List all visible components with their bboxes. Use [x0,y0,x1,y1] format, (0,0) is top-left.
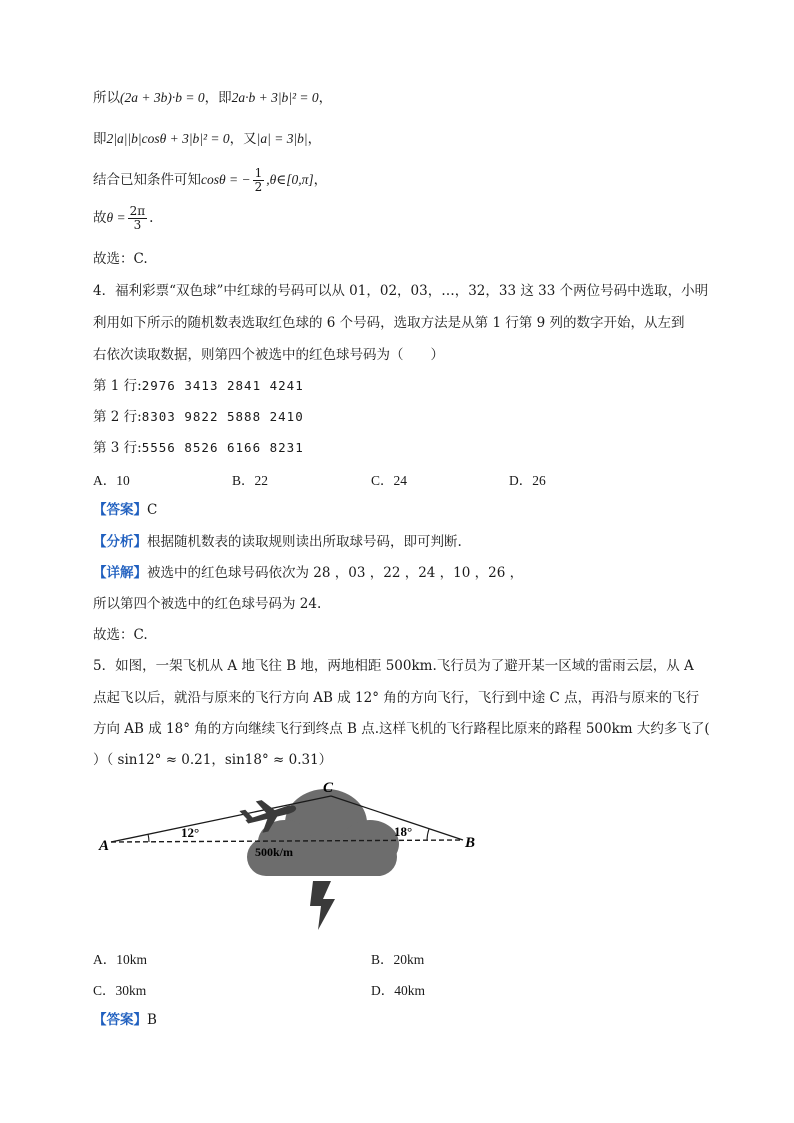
row-digits: 5556 8526 6166 8231 [141,440,304,455]
text-mid: ，又 [229,131,257,147]
storm-cloud-icon [247,789,399,876]
text-end: . [149,210,154,226]
analysis-text: 根据随机数表的读取规则读出所取球号码，即可判断. [147,534,462,550]
angle-arc-b [427,829,429,840]
q5-stem-line-4: ）（ sin12° ≈ 0.21，sin18° ≈ 0.31） [93,752,333,768]
fraction-numerator: 1 [254,166,263,180]
math-expression: 2a·b + 3|b|² = 0 [231,90,319,105]
math-expression: 2|a||b|cosθ + 3|b|² = 0 [106,131,230,146]
q5-option-d: D．40km [371,983,425,998]
q4-option-c: C．24 [371,473,408,488]
text-prefix: 故 [93,210,107,226]
detail-tag: 【详解】 [93,565,147,581]
q5-stem-line-3: 方向 AB 成 18° 角的方向继续飞行到终点 B 点.这样飞机的飞行路程比原来的路程 500km 大约多飞了( [93,721,710,737]
point-label-c: C [323,780,334,796]
q4-stem-line-2: 利用如下所示的随机数表选取红色球的 6 个号码，选取方法是从第 1 行第 9 列的数字开始，从左到 [93,315,685,331]
q5-stem-line-2: 点起飞以后，就沿与原来的飞行方向 AB 成 12° 角的方向飞行，飞行到中途 C 点，再沿与原来的飞行 [93,690,700,706]
angle-arc-a [148,834,149,842]
angle-label-a: 12° [181,825,200,840]
solution-line-2 [93,129,321,149]
answer-tag: 【答案】 [93,1012,147,1028]
q4-option-b: B．22 [232,473,269,488]
distance-label: 500k/m [255,845,294,859]
solution-line-3 [93,167,327,194]
answer-tag: 【答案】 [93,502,147,518]
random-table-row-2 [93,407,304,427]
row-label: 第 3 行: [93,440,142,456]
angle-label-b: 18° [394,824,413,839]
fraction [128,205,148,232]
q5-option-b: B．20km [371,952,425,967]
q4-stem-line-1: 4．福利彩票“双色球”中红球的号码可以从 01，02，03，…，32，33 这 33 个两位号码中选取，小明 [93,283,709,299]
math-expression: cosθ = − [201,172,251,187]
analysis-tag: 【分析】 [93,534,147,550]
math-expression: |a| = 3|b| [256,131,308,146]
random-table-row-3 [93,438,304,458]
solution-choose: 故选：C. [93,251,148,267]
q5-option-a: A．10km [93,952,147,967]
q4-conclusion: 所以第四个被选中的红色球号码为 24. [93,596,322,612]
math-expression: ,θ∈[0,π] [266,172,314,187]
solution-line-1 [93,88,332,108]
point-label-b: B [465,835,476,851]
q4-option-a: A．10 [93,473,130,488]
text-mid: ，即 [204,90,232,106]
row-digits: 8303 9822 5888 2410 [141,409,304,424]
q4-answer [93,500,157,520]
q5-stem-line-1: 5．如图，一架飞机从 A 地飞往 B 地，两地相距 500km.飞行员为了避开某一区域的雷雨云层，从 A [93,658,694,674]
q4-stem-line-3: 右依次读取数据，则第四个被选中的红色球号码为（ ） [93,347,444,363]
q5-answer [93,1010,157,1030]
q4-detail [93,563,523,583]
q4-option-d: D．26 [509,473,546,488]
fraction [253,167,265,194]
q5-option-c: C．30km [93,983,147,998]
fraction-denominator: 2 [254,180,263,194]
flight-diagram [95,778,495,938]
solution-line-4 [93,205,153,232]
fraction-denominator: 3 [133,218,142,232]
detail-text: 被选中的红色球号码依次为 28 ，03 ，22 ，24 ，10 ，26 ， [147,565,524,581]
q4-choose: 故选：C. [93,627,148,643]
fraction-numerator: 2π [129,204,146,218]
text-end: ， [318,90,333,106]
math-expression: (2a + 3b)·b = 0 [120,90,205,105]
math-expression: θ = [106,210,126,225]
lightning-bolt-icon [310,881,335,930]
row-label: 第 1 行: [93,378,142,394]
row-label: 第 2 行: [93,409,142,425]
answer-value: C [147,502,158,518]
text-end: ， [307,131,322,147]
text-prefix: 结合已知条件可知 [93,172,201,188]
answer-value: B [147,1012,157,1028]
text-prefix: 所以 [93,90,120,106]
random-table-row-1 [93,376,304,396]
text-prefix: 即 [93,131,107,147]
point-label-a: A [99,838,110,854]
text-end: ， [313,172,328,188]
q4-analysis [93,532,462,552]
row-digits: 2976 3413 2841 4241 [141,378,304,393]
